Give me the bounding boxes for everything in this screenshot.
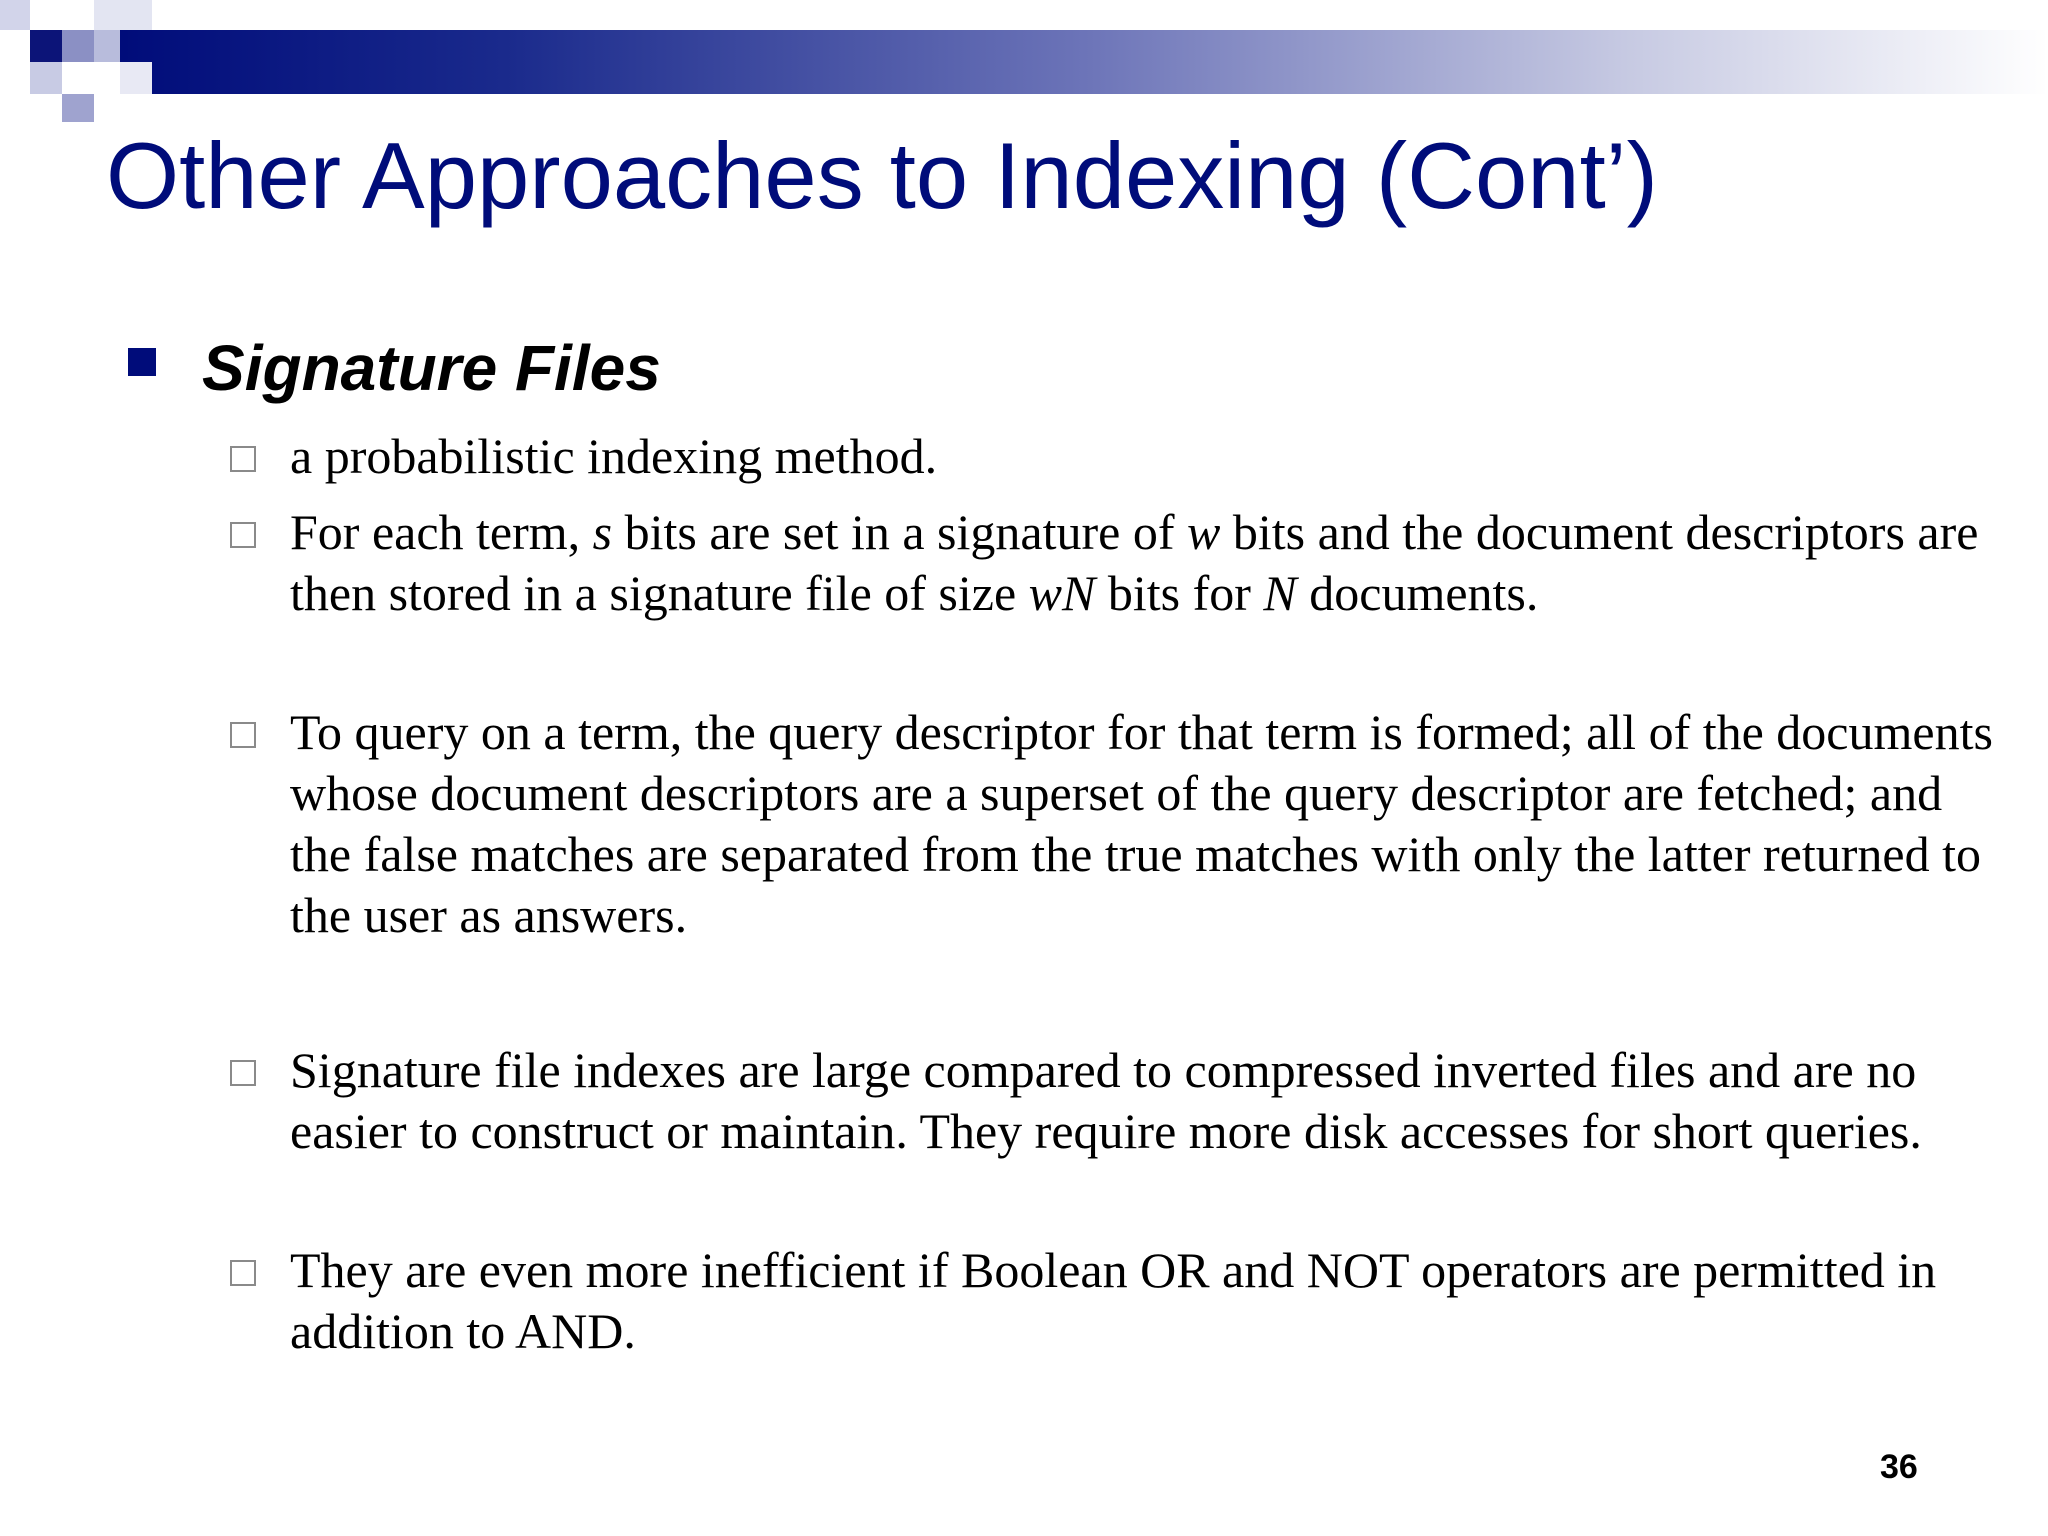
- decor-square: [62, 30, 94, 62]
- gradient-bar: [120, 30, 2048, 94]
- text-run: bits are set in a signature of: [612, 504, 1187, 560]
- decor-square: [62, 94, 94, 122]
- sub-bullet-text: [290, 502, 2000, 624]
- decor-square: [94, 0, 152, 30]
- hollow-square-bullet-icon: [230, 1060, 256, 1086]
- italic-variable: s: [592, 504, 613, 560]
- hollow-square-bullet-icon: [230, 446, 256, 472]
- decor-square: [0, 0, 30, 30]
- bullet-heading: Signature Files: [202, 332, 661, 404]
- slide-title: Other Approaches to Indexing (Cont’): [106, 123, 1658, 228]
- page-number: 36: [1880, 1448, 1918, 1486]
- text-run: They are even more inefficient if Boolean OR and NOT operators are permitted in addition to AND.: [290, 1242, 1937, 1359]
- decor-square: [120, 62, 152, 94]
- text-run: To query on a term, the query descriptor for that term is formed; all of the documents whose document descriptors are a superset of the query descriptor are fetched; and the false matches are separated from the true matches with only the latter returned to the user as answers.: [290, 704, 1993, 943]
- text-run: bits and the document descriptors are then stored in a signature file of size: [290, 504, 1979, 621]
- italic-variable: wN: [1028, 565, 1096, 621]
- sub-bullet-text: [290, 1240, 2000, 1362]
- sub-bullet-text: [290, 1040, 2000, 1162]
- text-run: bits for: [1095, 565, 1264, 621]
- italic-variable: N: [1263, 565, 1297, 621]
- square-bullet-icon: [128, 348, 156, 376]
- decor-square: [30, 30, 62, 62]
- decor-square: [94, 30, 120, 62]
- text-run: documents.: [1296, 565, 1539, 621]
- hollow-square-bullet-icon: [230, 722, 256, 748]
- italic-variable: w: [1186, 504, 1221, 560]
- hollow-square-bullet-icon: [230, 522, 256, 548]
- text-run: a probabilistic indexing method.: [290, 428, 938, 484]
- hollow-square-bullet-icon: [230, 1260, 256, 1286]
- sub-bullet-text: [290, 702, 2000, 946]
- text-run: For each term,: [290, 504, 593, 560]
- sub-bullet-text: [290, 426, 2000, 487]
- decor-square: [30, 62, 62, 94]
- text-run: Signature file indexes are large compared to compressed inverted files and are no easier to construct or maintain. They require more disk accesses for short queries.: [290, 1042, 1922, 1159]
